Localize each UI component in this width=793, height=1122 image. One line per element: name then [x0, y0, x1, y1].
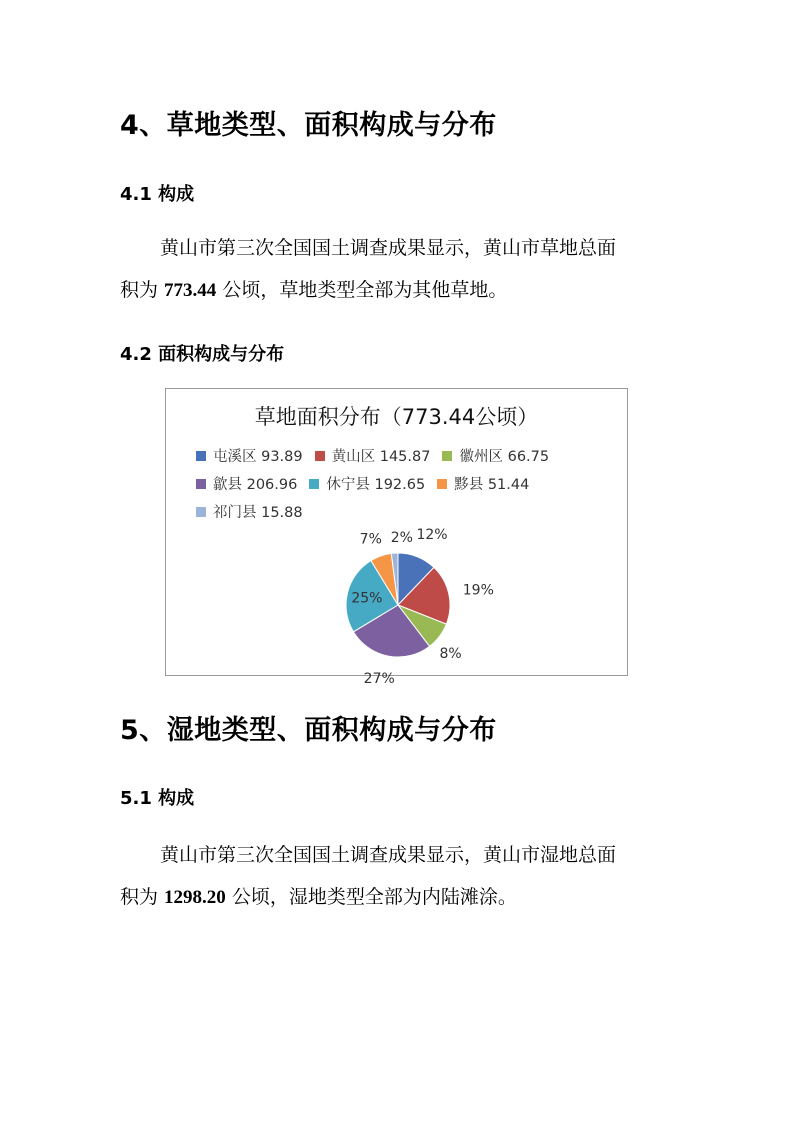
legend-label: 徽州区 66.75: [459, 449, 550, 465]
section4-1-subheading: 4.1 构成: [120, 184, 195, 205]
section4-paragraph-line2: [120, 269, 680, 312]
legend-item: [437, 473, 529, 494]
pie-data-label: 2%: [390, 530, 413, 547]
legend-row: [196, 473, 616, 501]
legend-row: [196, 445, 616, 473]
pie-data-label: 8%: [439, 645, 462, 662]
legend-swatch: [437, 479, 447, 489]
legend-label: 休宁县 192.65: [326, 477, 426, 493]
section4-paragraph: [120, 227, 680, 312]
chart-title: 草地面积分布（773.44公顷）: [254, 405, 539, 429]
legend-label: 黄山区 145.87: [331, 449, 431, 465]
legend-item: [196, 473, 297, 494]
legend-swatch: [309, 479, 319, 489]
legend-swatch: [196, 507, 206, 517]
legend-item: [309, 473, 425, 494]
pie-data-label: 12%: [416, 527, 448, 544]
legend-swatch: [442, 451, 452, 461]
section4-2-subheading: 4.2 面积构成与分布: [120, 344, 285, 365]
wetland-area-value: 1298.20: [164, 887, 226, 908]
pie-data-label: 19%: [462, 582, 494, 599]
section5-paragraph-suffix: 公顷，湿地类型全部为内陆滩涂。: [225, 886, 517, 908]
pie-chart-canvas: [166, 389, 627, 687]
legend-swatch: [196, 479, 206, 489]
legend-label: 祁门县 15.88: [213, 505, 303, 521]
section4-heading: 4、草地类型、面积构成与分布: [120, 110, 497, 141]
section5-paragraph-line1: 黄山市第三次全国国土调查成果显示，黄山市湿地总面: [160, 844, 617, 866]
grassland-area-value: 773.44: [164, 280, 217, 301]
chart-legend: [196, 445, 616, 529]
legend-item: [196, 501, 303, 522]
pie-data-label: 27%: [363, 670, 395, 687]
section5-paragraph-line2: [120, 876, 680, 919]
section5-paragraph-prefix: 积为: [120, 886, 165, 908]
section5-heading: 5、湿地类型、面积构成与分布: [120, 715, 497, 746]
pie-data-label: 7%: [359, 531, 382, 548]
legend-label: 歙县 206.96: [213, 477, 298, 493]
legend-swatch: [196, 451, 206, 461]
pie-data-label: 25%: [351, 590, 383, 607]
grassland-pie-chart: [165, 388, 628, 687]
section4-paragraph-line1: 黄山市第三次全国国土调查成果显示，黄山市草地总面: [160, 237, 617, 259]
legend-label: 屯溪区 93.89: [213, 449, 303, 465]
section5-paragraph: [120, 834, 680, 919]
legend-item: [196, 445, 303, 466]
section4-paragraph-suffix: 公顷，草地类型全部为其他草地。: [216, 279, 508, 301]
legend-row: [196, 501, 616, 529]
legend-label: 黟县 51.44: [454, 477, 530, 493]
legend-item: [315, 445, 431, 466]
section5-1-subheading: 5.1 构成: [120, 788, 195, 809]
section4-paragraph-prefix: 积为: [120, 279, 165, 301]
legend-item: [442, 445, 549, 466]
legend-swatch: [315, 451, 325, 461]
